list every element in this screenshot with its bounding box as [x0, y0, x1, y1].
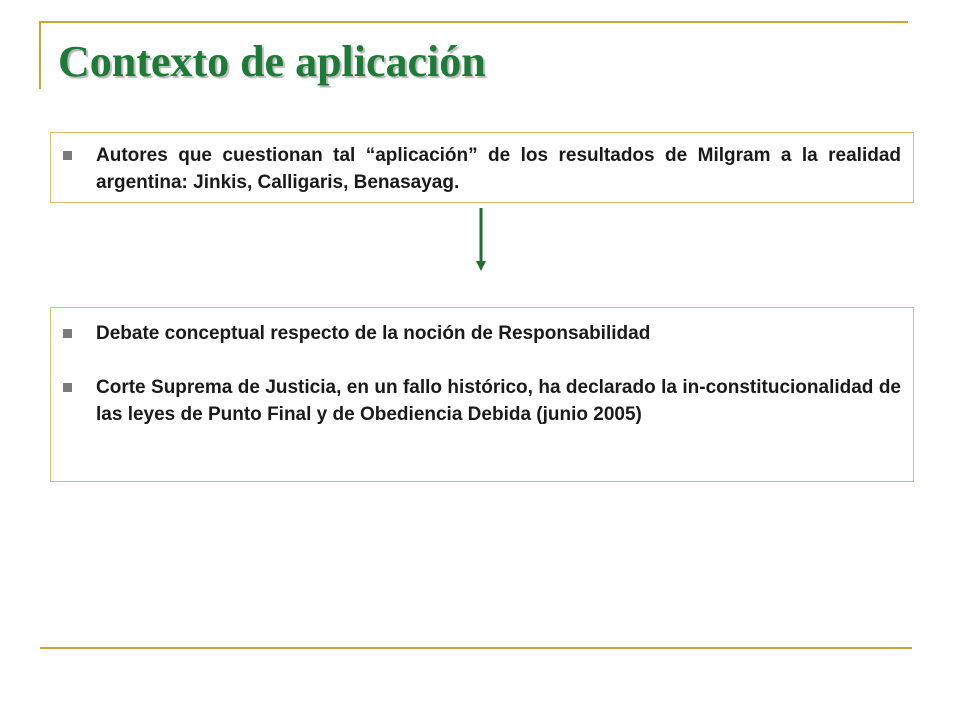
bullet-text: Debate conceptual respecto de la noción de Responsabilidad — [96, 323, 651, 344]
left-decorative-line — [39, 21, 41, 89]
bullet-item-debate — [63, 320, 907, 347]
top-decorative-line — [40, 21, 908, 23]
bullet-item-court — [63, 374, 907, 428]
bullet-item-authors — [63, 142, 907, 196]
bullet-text: Corte Suprema de Justicia, en un fallo histórico, ha declarado la in-constitucionalidad de las leyes de Punto Final y de Obediencia Debida (junio 2005) — [96, 377, 901, 425]
slide-title: Contexto de aplicación — [58, 37, 486, 86]
arrow-down-icon — [471, 206, 491, 272]
square-bullet-icon — [63, 151, 72, 160]
bullet-text: Autores que cuestionan tal “aplicación” de los resultados de Milgram a la realidad argentina: Jinkis, Calligaris, Benasayag. — [96, 145, 901, 193]
authors-box — [50, 132, 914, 203]
square-bullet-icon — [63, 329, 72, 338]
debate-box — [50, 307, 914, 482]
square-bullet-icon — [63, 383, 72, 392]
bottom-decorative-line — [40, 647, 912, 649]
